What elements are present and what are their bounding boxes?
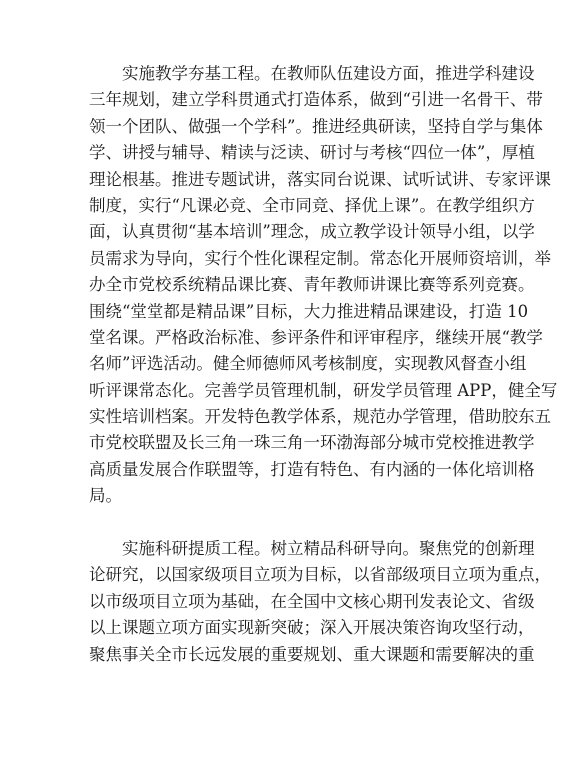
- text-line: 办全市党校系统精品课比赛、青年教师讲课比赛等系列竞赛。: [89, 275, 535, 295]
- text-line: 员需求为导向，实行个性化课程定制。常态化开展师资培训，举: [89, 248, 551, 268]
- text-line: 面，认真贯彻“基本培训”理念，成立教学设计领导小组，以学: [89, 222, 535, 242]
- text-line: 领一个团队、做强一个学科”。推进经典研读，坚持自学与集体: [89, 116, 543, 136]
- text-line: 局。: [89, 486, 122, 506]
- text-line: 听评课常态化。完善学员管理机制，研发学员管理 APP，健全写: [89, 380, 558, 400]
- text-line: 围绕“堂堂都是精品课”目标，大力推进精品课建设，打造 10: [89, 301, 529, 321]
- text-line: 理论根基。推进专题试讲，落实同台说课、试听试讲、专家评课: [89, 169, 551, 189]
- text-line: 制度，实行“凡课必竞、全市同竞、择优上课”。在教学组织方: [89, 195, 535, 215]
- text-line: 聚焦事关全市长远发展的重要规划、重大课题和需要解决的重: [89, 644, 535, 664]
- text-line: 市党校联盟及长三角一珠三角一环渤海部分城市党校推进教学: [89, 433, 535, 453]
- paragraph-teaching-project: [89, 61, 558, 510]
- text-line: 实性培训档案。开发特色教学体系，规范办学管理，借助胶东五: [89, 407, 551, 427]
- text-line: 学、讲授与辅导、精读与泛读、研讨与考核“四位一体”，厚植: [89, 143, 535, 163]
- text-line: 三年规划，建立学科贯通式打造体系，做到“引进一名骨干、带: [89, 90, 543, 110]
- text-line: 高质量发展合作联盟等，打造有特色、有内涵的一体化培训格: [89, 459, 535, 479]
- text-line: 实施教学夯基工程。在教师队伍建设方面，推进学科建设: [122, 64, 535, 83]
- text-line: 实施科研提质工程。树立精品科研导向。聚焦党的创新理: [122, 539, 535, 558]
- paragraph-research-project: [89, 536, 551, 668]
- text-line: 论研究，以国家级项目立项为目标，以省部级项目立项为重点，: [89, 565, 551, 585]
- text-line: 堂名课。严格政治标准、参评条件和评审程序，继续开展“教学: [89, 327, 543, 347]
- text-line: 以市级项目立项为基础，在全国中文核心期刊发表论文、省级: [89, 591, 535, 611]
- text-line: 名师”评选活动。健全师德师风考核制度，实现教风督查小组: [89, 354, 527, 374]
- text-line: 以上课题立项方面实现新突破；深入开展决策咨询攻坚行动，: [89, 618, 535, 638]
